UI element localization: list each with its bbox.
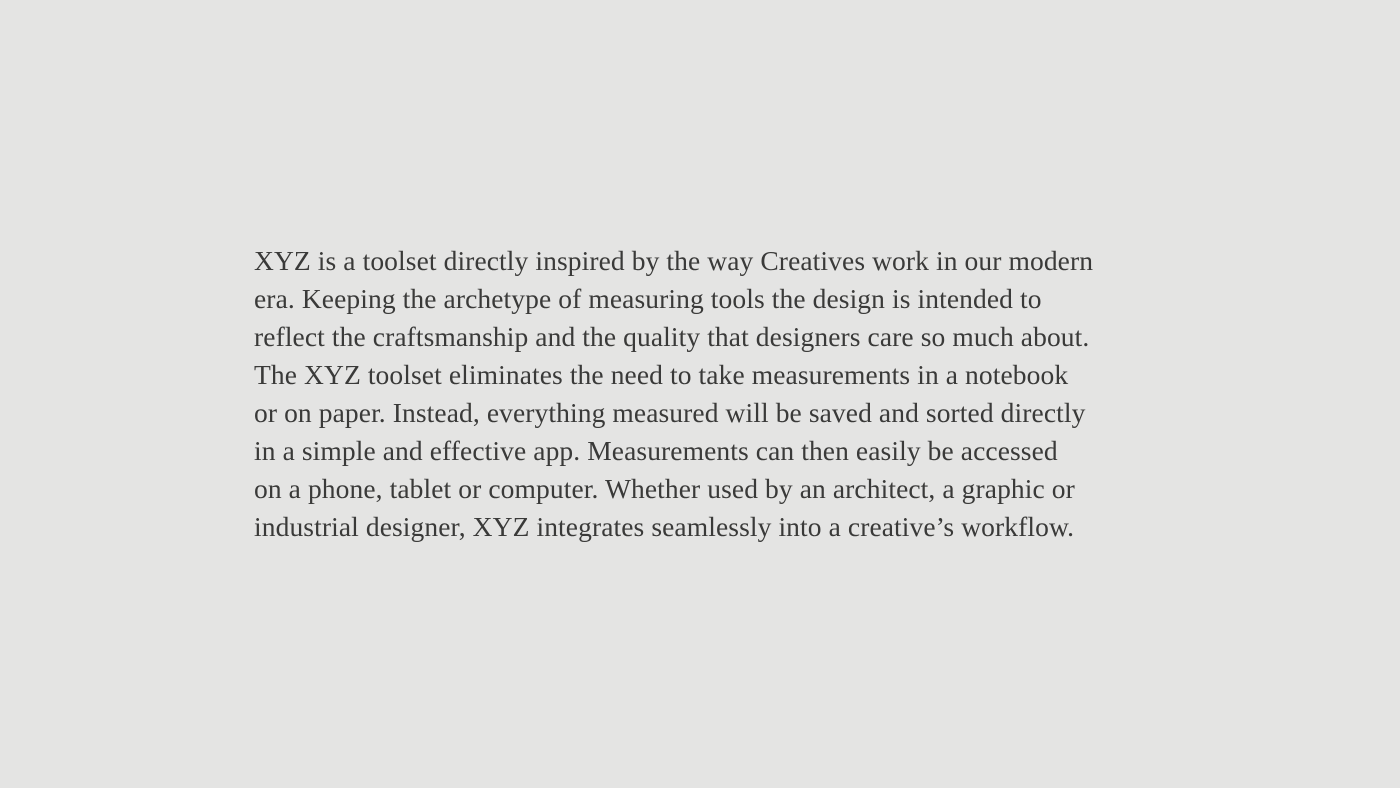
paragraph-line: or on paper. Instead, everything measured will be saved and sorted directly [254,397,1086,428]
paragraph-line: in a simple and effective app. Measurements can then easily be accessed [254,435,1058,466]
paragraph-line: industrial designer, XYZ integrates seamlessly into a creative’s workflow. [254,511,1075,542]
paragraph-line: The XYZ toolset eliminates the need to take measurements in a notebook [254,359,1069,390]
paragraph-line: reflect the craftsmanship and the quality that designers care so much about. [254,321,1090,352]
paragraph-line: on a phone, tablet or computer. Whether used by an architect, a graphic or [254,473,1075,504]
paragraph-line: XYZ is a toolset directly inspired by the way Creatives work in our modern [254,245,1094,276]
intro-paragraph [254,242,1146,546]
paragraph-line: era. Keeping the archetype of measuring tools the design is intended to [254,283,1042,314]
